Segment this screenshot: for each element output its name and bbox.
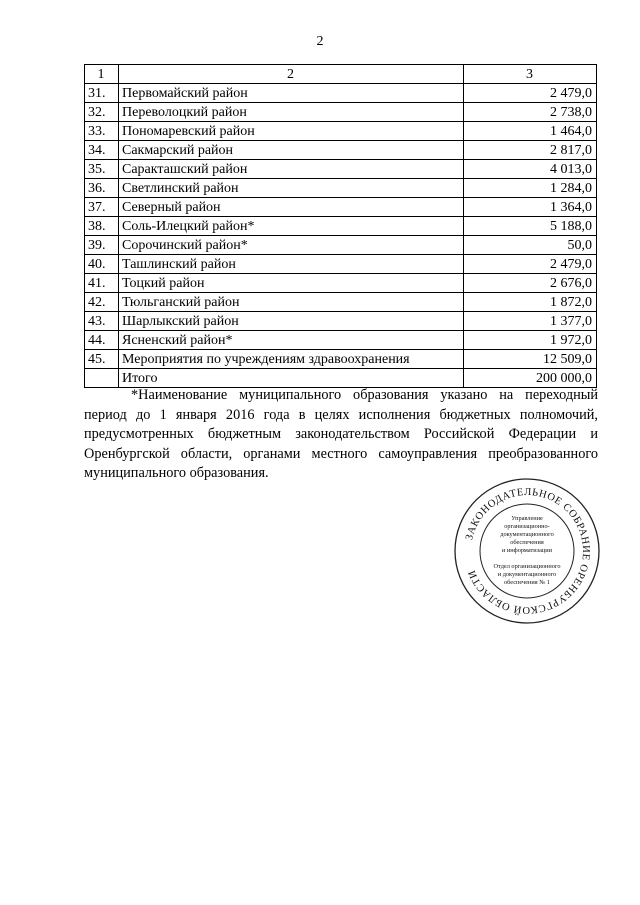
footnote-text: *Наименование муниципального образования указано на переходный период до 1 января 2016 года в целях исполнения бюджетных полномочий, предусмотренных бюджетным законодательством Российской Федерации и Оренбургской области, органами местного самоуправления преобразованного муниципального образования.	[84, 387, 598, 481]
row-number: 31.	[85, 84, 119, 103]
district-name: Сакмарский район	[119, 141, 464, 160]
district-name: Тоцкий район	[119, 274, 464, 293]
amount-value: 1 364,0	[464, 198, 597, 217]
table-body	[85, 65, 597, 388]
row-number: 38.	[85, 217, 119, 236]
amount-value: 2 738,0	[464, 103, 597, 122]
amount-value: 1 972,0	[464, 331, 597, 350]
amount-value: 50,0	[464, 236, 597, 255]
district-name: Тюльганский район	[119, 293, 464, 312]
amount-value: 5 188,0	[464, 217, 597, 236]
table-row	[85, 274, 597, 293]
total-row	[85, 369, 597, 388]
row-number: 44.	[85, 331, 119, 350]
amount-value: 1 284,0	[464, 179, 597, 198]
header-col-3: 3	[464, 65, 597, 84]
amount-value: 2 676,0	[464, 274, 597, 293]
amount-value: 2 817,0	[464, 141, 597, 160]
header-col-1: 1	[85, 65, 119, 84]
district-name: Ташлинский район	[119, 255, 464, 274]
amount-value: 1 872,0	[464, 293, 597, 312]
row-number: 32.	[85, 103, 119, 122]
district-name: Пономаревский район	[119, 122, 464, 141]
footnote	[84, 386, 598, 484]
amount-value: 2 479,0	[464, 255, 597, 274]
row-number: 39.	[85, 236, 119, 255]
stamp-line-8: обеспечения № 1	[504, 579, 550, 586]
table-row	[85, 331, 597, 350]
row-number: 37.	[85, 198, 119, 217]
total-amount: 200 000,0	[464, 369, 597, 388]
row-number: 40.	[85, 255, 119, 274]
table-row	[85, 255, 597, 274]
budget-table	[84, 64, 597, 388]
district-name: Переволоцкий район	[119, 103, 464, 122]
table-row	[85, 236, 597, 255]
district-name: Шарлыкский район	[119, 312, 464, 331]
district-name: Соль-Илецкий район*	[119, 217, 464, 236]
district-name: Светлинский район	[119, 179, 464, 198]
district-name: Ясненский район*	[119, 331, 464, 350]
stamp-line-6: Отдел организационного	[493, 563, 561, 570]
amount-value: 2 479,0	[464, 84, 597, 103]
table-row	[85, 312, 597, 331]
amount-value: 4 013,0	[464, 160, 597, 179]
row-number: 45.	[85, 350, 119, 369]
table-header-row	[85, 65, 597, 84]
district-name: Саракташский район	[119, 160, 464, 179]
row-number: 43.	[85, 312, 119, 331]
table-row	[85, 198, 597, 217]
row-number: 34.	[85, 141, 119, 160]
stamp-line-7: и документационного	[497, 571, 557, 578]
district-name: Северный район	[119, 198, 464, 217]
amount-value: 12 509,0	[464, 350, 597, 369]
page-number: 2	[316, 34, 324, 49]
table-row	[85, 84, 597, 103]
row-number: 41.	[85, 274, 119, 293]
table-row	[85, 293, 597, 312]
official-stamp	[452, 476, 602, 626]
table-row	[85, 350, 597, 369]
table-row	[85, 141, 597, 160]
row-number: 36.	[85, 179, 119, 198]
row-number: 35.	[85, 160, 119, 179]
total-label: Итого	[119, 369, 464, 388]
table-row	[85, 122, 597, 141]
table-row	[85, 179, 597, 198]
district-name: Мероприятия по учреждениям здравоохранения	[119, 350, 464, 369]
stamp-line-3: документационного	[500, 531, 554, 538]
stamp-line-4: обеспечения	[510, 539, 544, 546]
amount-value: 1 377,0	[464, 312, 597, 331]
stamp-outer-text: ЗАКОНОДАТЕЛЬНОЕ СОБРАНИЕ ОРЕНБУРГСКОЙ ОБЛАСТИ	[464, 486, 592, 616]
stamp-line-2: организационно-	[504, 523, 550, 530]
header-col-2: 2	[119, 65, 464, 84]
table-row	[85, 103, 597, 122]
district-name: Первомайский район	[119, 84, 464, 103]
amount-value: 1 464,0	[464, 122, 597, 141]
table-row	[85, 160, 597, 179]
district-name: Сорочинский район*	[119, 236, 464, 255]
stamp-line-1: Управление	[511, 515, 543, 522]
stamp-line-5: и информатизации	[501, 547, 553, 554]
row-number: 42.	[85, 293, 119, 312]
table-row	[85, 217, 597, 236]
row-number: 33.	[85, 122, 119, 141]
total-blank-cell	[85, 369, 119, 388]
